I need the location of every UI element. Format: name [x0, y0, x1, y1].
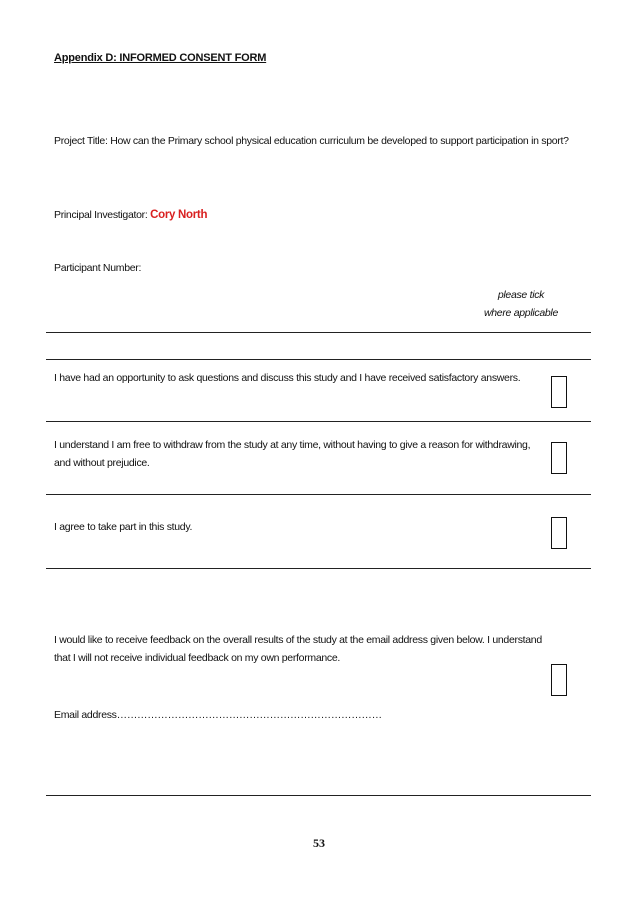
tick-box-questions[interactable] [551, 376, 567, 408]
form-heading: Appendix D: INFORMED CONSENT FORM [54, 52, 267, 64]
divider [46, 421, 591, 422]
participant-number-label: Participant Number: [54, 262, 142, 274]
investigator-name: Cory North [150, 209, 208, 221]
tick-box-feedback[interactable] [551, 664, 567, 696]
divider [46, 568, 591, 569]
tick-instruction [484, 286, 558, 322]
investigator-label: Principal Investigator: [54, 209, 151, 221]
tick-instruction-line1: please tick [497, 289, 545, 301]
divider [46, 795, 591, 796]
divider [46, 359, 591, 360]
divider [46, 332, 591, 333]
page-number: 53 [313, 836, 325, 850]
statement-feedback: I would like to receive feedback on the overall results of the study at the email address given below. I understand that I will not receive individual feedback on my own performance. [54, 634, 542, 664]
divider [46, 494, 591, 495]
tick-box-withdraw[interactable] [551, 442, 567, 474]
statement-withdraw: I understand I am free to withdraw from the study at any time, without having to give a reason for withdrawing, and without prejudice. [54, 439, 531, 469]
statement-questions: I have had an opportunity to ask questions and discuss this study and I have received satisfactory answers. [54, 372, 521, 384]
email-address-field[interactable]: Email address…………………………………………………………………… [54, 709, 382, 721]
project-title: Project Title: How can the Primary school physical education curriculum be developed to support participation in sport? [54, 135, 569, 147]
tick-instruction-line2: where applicable [483, 307, 558, 319]
principal-investigator [54, 206, 207, 224]
tick-box-agree[interactable] [551, 517, 567, 549]
statement-agree: I agree to take part in this study. [54, 521, 193, 533]
